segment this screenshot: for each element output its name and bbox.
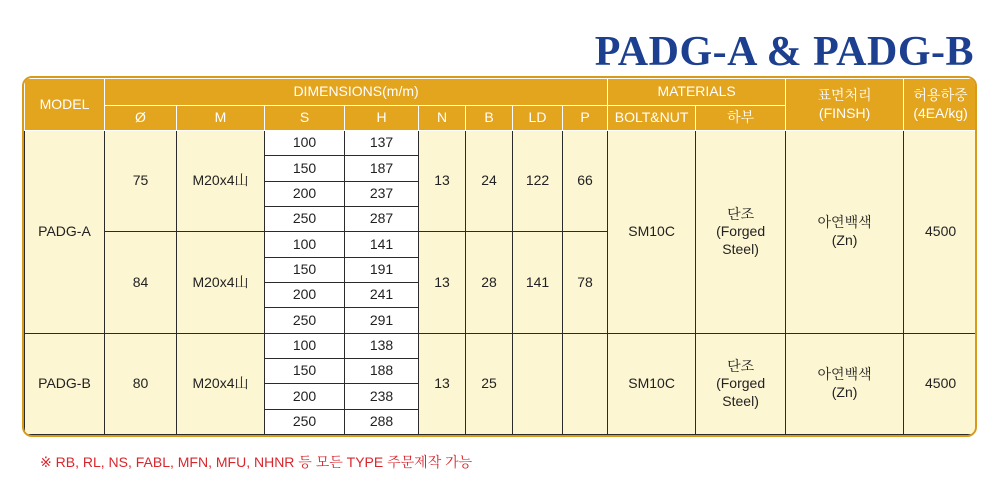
b-cell: 24 [466, 131, 513, 232]
header-ld: LD [513, 106, 563, 131]
m-cell: M20x4山 [177, 131, 265, 232]
finish-cell [786, 333, 904, 434]
h-cell: 188 [345, 358, 419, 383]
header-phi: Ø [105, 106, 177, 131]
s-cell: 150 [265, 257, 345, 282]
header-materials: MATERIALS [608, 79, 786, 106]
phi-cell: 84 [105, 232, 177, 333]
s-cell: 100 [265, 131, 345, 156]
finish-cell [786, 131, 904, 334]
bolt-nut-cell: SM10C [608, 333, 696, 434]
b-cell: 25 [466, 333, 513, 434]
s-cell: 200 [265, 181, 345, 206]
h-cell: 241 [345, 282, 419, 307]
header-model: MODEL [25, 79, 105, 131]
header-s: S [265, 106, 345, 131]
phi-cell: 75 [105, 131, 177, 232]
table-row [25, 131, 978, 156]
lower-line: (Forged [716, 223, 766, 240]
n-cell: 13 [419, 232, 466, 333]
header-finish [786, 79, 904, 131]
model-cell: PADG-B [25, 333, 105, 434]
ld-cell [513, 333, 563, 434]
finish-line: (Zn) [831, 383, 858, 400]
header-load-ko: 허용하중 [913, 87, 968, 103]
h-cell: 187 [345, 156, 419, 181]
header-n: N [419, 106, 466, 131]
lower-line: Steel) [722, 392, 759, 409]
table-row [25, 333, 978, 358]
finish-line: (Zn) [831, 231, 858, 248]
header-finish-ko: 표면처리 [817, 87, 872, 103]
header-load [904, 79, 977, 131]
h-cell: 291 [345, 308, 419, 333]
s-cell: 150 [265, 156, 345, 181]
s-cell: 150 [265, 358, 345, 383]
p-cell: 78 [563, 232, 608, 333]
m-cell: M20x4山 [177, 333, 265, 434]
p-cell: 66 [563, 131, 608, 232]
header-p: P [563, 106, 608, 131]
n-cell: 13 [419, 131, 466, 232]
s-cell: 250 [265, 308, 345, 333]
lower-line: Steel) [722, 240, 759, 257]
b-cell: 28 [466, 232, 513, 333]
p-cell [563, 333, 608, 434]
header-lower: 하부 [696, 106, 786, 131]
lower-line: (Forged [716, 375, 766, 392]
h-cell: 191 [345, 257, 419, 282]
s-cell: 100 [265, 232, 345, 257]
header-m: M [177, 106, 265, 131]
spec-table-frame [22, 76, 977, 437]
page-title: PADG-A & PADG-B [594, 29, 974, 75]
model-cell: PADG-A [25, 131, 105, 334]
finish-line: 아연백색 [817, 214, 872, 231]
h-cell: 138 [345, 333, 419, 358]
header-load-en: (4EA/kg) [913, 104, 968, 121]
s-cell: 250 [265, 409, 345, 434]
h-cell: 287 [345, 206, 419, 231]
bolt-nut-cell: SM10C [608, 131, 696, 334]
header-finish-en: (FINSH) [818, 104, 871, 121]
phi-cell: 80 [105, 333, 177, 434]
spec-table [24, 78, 977, 435]
s-cell: 200 [265, 282, 345, 307]
finish-line: 아연백색 [817, 366, 872, 383]
custom-order-note: ※ RB, RL, NS, FABL, MFN, MFU, NHNR 등 모든 TYPE 주문제작 가능 [40, 454, 473, 470]
s-cell: 100 [265, 333, 345, 358]
s-cell: 200 [265, 384, 345, 409]
h-cell: 238 [345, 384, 419, 409]
s-cell: 250 [265, 206, 345, 231]
h-cell: 288 [345, 409, 419, 434]
lower-cell [696, 131, 786, 334]
lower-line: 단조 [727, 205, 755, 222]
ld-cell: 141 [513, 232, 563, 333]
ld-cell: 122 [513, 131, 563, 232]
h-cell: 141 [345, 232, 419, 257]
h-cell: 237 [345, 181, 419, 206]
header-dimensions: DIMENSIONS(m/m) [105, 79, 608, 106]
load-cell: 4500 [904, 131, 977, 334]
m-cell: M20x4山 [177, 232, 265, 333]
n-cell: 13 [419, 333, 466, 434]
header-bolt-nut: BOLT&NUT [608, 106, 696, 131]
header-h: H [345, 106, 419, 131]
load-cell: 4500 [904, 333, 977, 434]
lower-line: 단조 [727, 357, 755, 374]
h-cell: 137 [345, 131, 419, 156]
header-b: B [466, 106, 513, 131]
lower-cell [696, 333, 786, 434]
